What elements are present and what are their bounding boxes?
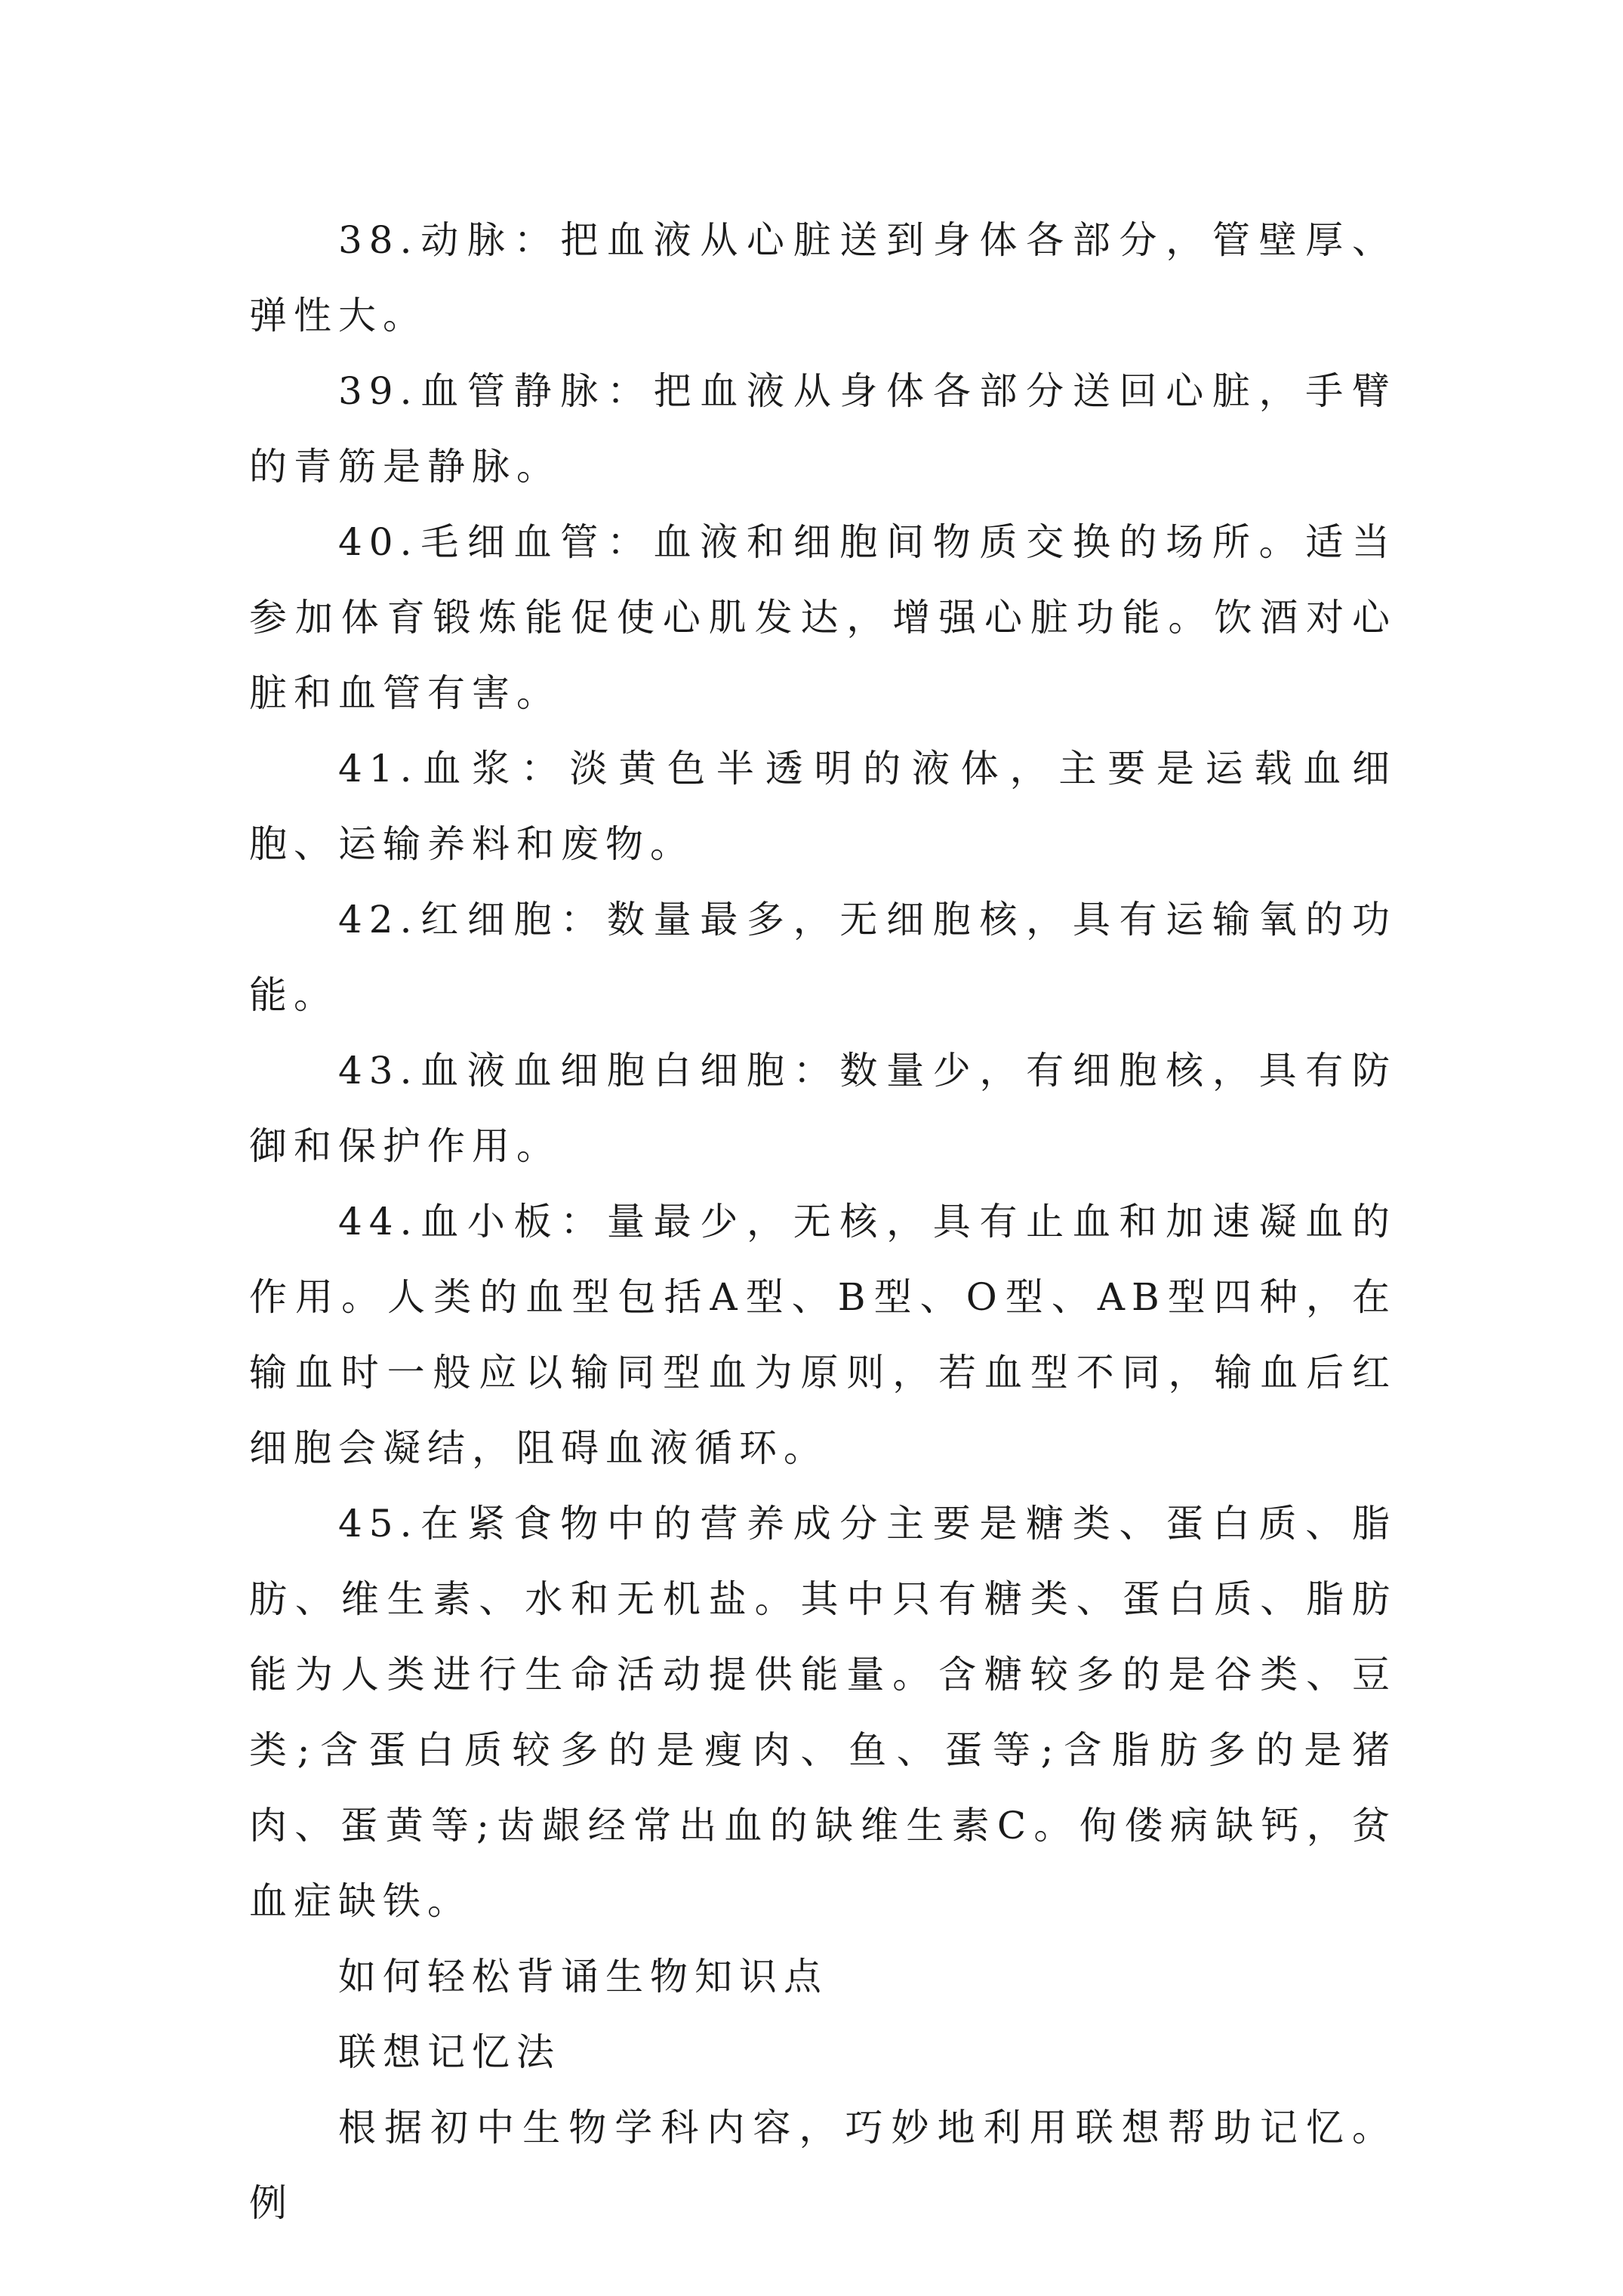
document-body [249, 202, 1397, 2241]
paragraph-39-vein: 39.血管静脉：把血液从身体各部分送回心脏，手臂的青筋是静脉。 [249, 369, 1397, 488]
paragraph-45-nutrients: 45.在紧食物中的营养成分主要是糖类、蛋白质、脂肪、维生素、水和无机盐。其中只有糖类、蛋白质、脂肪能为人类进行生命活动提供能量。含糖较多的是谷类、豆类;含蛋白质较多的是瘦肉、鱼、蛋等;含脂肪多的是猪肉、蛋黄等;齿龈经常出血的缺维生素C。佝偻病缺钙，贫血症缺铁。 [249, 1502, 1397, 1923]
paragraph-43-white-cell: 43.血液血细胞白细胞：数量少，有细胞核，具有防御和保护作用。 [249, 1049, 1397, 1168]
paragraph-association-intro: 根据初中生物学科内容，巧妙地利用联想帮助记忆。例 [249, 2106, 1397, 2225]
section-heading-memorize: 如何轻松背诵生物知识点 [338, 1955, 828, 1999]
paragraph-38-artery: 38.动脉：把血液从心脏送到身体各部分，管壁厚、弹性大。 [249, 218, 1397, 337]
paragraph-41-plasma: 41.血浆：淡黄色半透明的液体，主要是运载血细胞、运输养料和废物。 [249, 747, 1397, 866]
paragraph-42-red-cell: 42.红细胞：数量最多，无细胞核，具有运输氧的功能。 [249, 898, 1397, 1017]
section-heading-association: 联想记忆法 [338, 2030, 561, 2074]
paragraph-44-platelet: 44.血小板：量最少，无核，具有止血和加速凝血的作用。人类的血型包括A型、B型、O型、AB型四种，在输血时一般应以输同型血为原则，若血型不同，输血后红细胞会凝结，阻碍血液循环。 [249, 1200, 1397, 1470]
paragraph-40-capillary: 40.毛细血管：血液和细胞间物质交换的场所。适当参加体育锻炼能促使心肌发达，增强心脏功能。饮酒对心脏和血管有害。 [249, 520, 1397, 715]
